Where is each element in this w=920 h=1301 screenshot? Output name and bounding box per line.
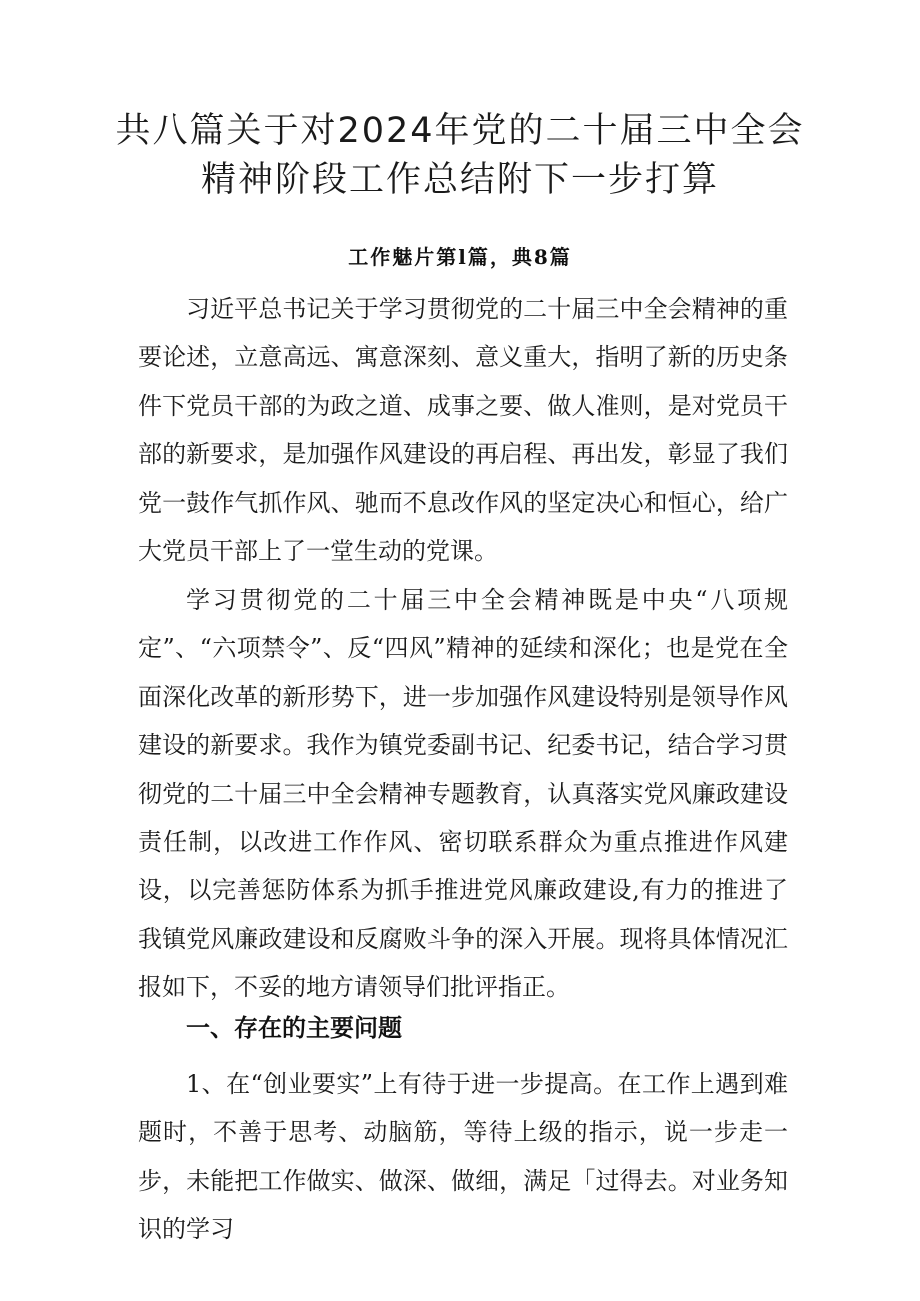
section-heading: 一、存在的主要问题 — [186, 1013, 402, 1042]
document-subtitle: 工作魅片第l篇，典8篇 — [348, 245, 572, 269]
paragraph-intro: 习近平总书记关于学习贯彻党的二十届三中全会精神的重要论述，立意高远、寓意深刻、意义重大，指明了新的历史条件下党员干部的为政之道、成事之要、做人准则，是对党员干部的新要求，是加强作风建设的再启程、再出发，彰显了我们党一鼓作气抓作风、驰而不息改作风的坚定决心和恒心，给广大党员干部上了一堂生动的党课。 — [138, 295, 788, 566]
document-title-line-2: 精神阶段工作总结附下一步打算 — [200, 160, 719, 200]
paragraph-background: 学习贯彻党的二十届三中全会精神既是中央“八项规定”、“六项禁令”、反“四风”精神的延续和深化；也是党在全面深化改革的新形势下，进一步加强作风建设特别是领导作风建设的新要求。我作为镇党委副书记、纪委书记，结合学习贯彻党的二十届三中全会精神专题教育，认真落实党风廉政建设责任制，以改进工作作风、密切联系群众为重点推进作风建设，以完善惩防体系为抓手推进党风廉政建设,有力的推进了我镇党风廉政建设和反腐败斗争的深入开展。现将具体情况汇报如下，不妥的地方请领导们批评指正。 — [138, 586, 788, 1002]
paragraph-item-1: 1、在“创业要实”上有待于进一步提高。在工作上遇到难题时，不善于思考、动脑筋，等待上级的指示，说一步走一步，未能把工作做实、做深、做细，满足「过得去。对业务知识的学习 — [138, 1070, 788, 1244]
document-title-line-1: 共八篇关于对2024年党的二十届三中全会 — [115, 111, 805, 151]
